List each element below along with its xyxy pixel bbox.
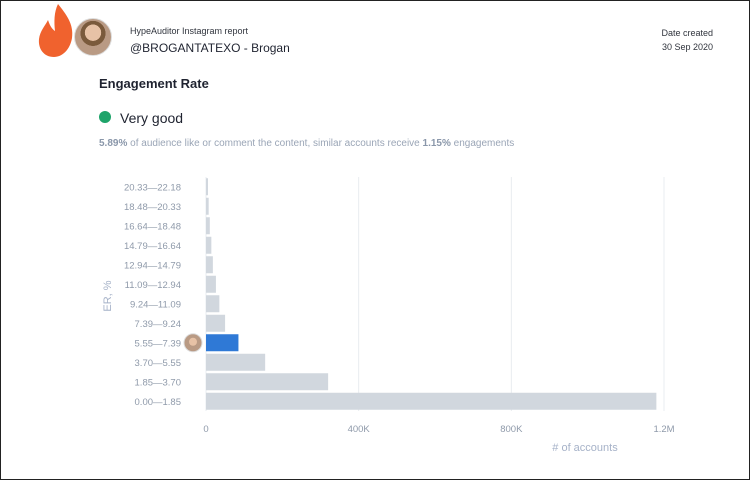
- status-text: Very good: [120, 110, 184, 126]
- report-label: HypeAuditor Instagram report: [130, 26, 249, 36]
- x-tick-label: 800K: [500, 424, 523, 435]
- account-marker-face: [189, 338, 197, 346]
- bar: [206, 315, 225, 332]
- y-tick-label: 20.33—22.18: [123, 182, 181, 194]
- x-tick-label: 400K: [347, 424, 370, 435]
- bar: [206, 373, 328, 390]
- bar: [206, 237, 211, 254]
- y-tick-label: 16.64—18.48: [123, 221, 181, 233]
- summary-text-end: engagements: [450, 138, 515, 149]
- summary-text: of audience like or comment the content, similar accounts receive: [127, 138, 423, 149]
- y-tick-label: 18.48—20.33: [123, 201, 181, 213]
- summary-similar-percentage: 1.15%: [422, 138, 451, 149]
- section-title: Engagement Rate: [99, 76, 209, 91]
- summary-percentage: 5.89%: [99, 138, 128, 149]
- bar: [206, 256, 213, 273]
- y-tick-label: 3.70—5.55: [134, 357, 181, 369]
- y-tick-label: 11.09—12.94: [124, 279, 181, 291]
- bar: [206, 276, 216, 293]
- bar: [206, 198, 209, 215]
- x-tick-label: 1.2M: [653, 424, 675, 435]
- bar: [206, 217, 210, 234]
- y-tick-label: 9.24—11.09: [129, 299, 181, 311]
- y-tick-label: 12.94—14.79: [123, 260, 181, 272]
- bar: [206, 354, 265, 371]
- y-tick-label: 14.79—16.64: [123, 240, 181, 252]
- y-tick-label: 0.00—1.85: [134, 396, 181, 408]
- bar: [206, 295, 219, 312]
- y-axis-title: ER, %: [102, 280, 114, 312]
- x-axis-title: # of accounts: [552, 442, 618, 454]
- bar: [206, 393, 656, 410]
- bar: [206, 178, 208, 195]
- date-created-label: Date created: [661, 28, 713, 38]
- date-created-value: 30 Sep 2020: [661, 42, 713, 52]
- y-tick-label: 1.85—3.70: [134, 377, 181, 389]
- account-handle: @BROGANTATEXO - Brogan: [130, 41, 290, 55]
- x-tick-label: 0: [203, 424, 209, 435]
- y-tick-label: 5.55—7.39: [134, 338, 181, 350]
- y-tick-label: 7.39—9.24: [134, 318, 181, 330]
- bar-highlighted: [206, 334, 238, 351]
